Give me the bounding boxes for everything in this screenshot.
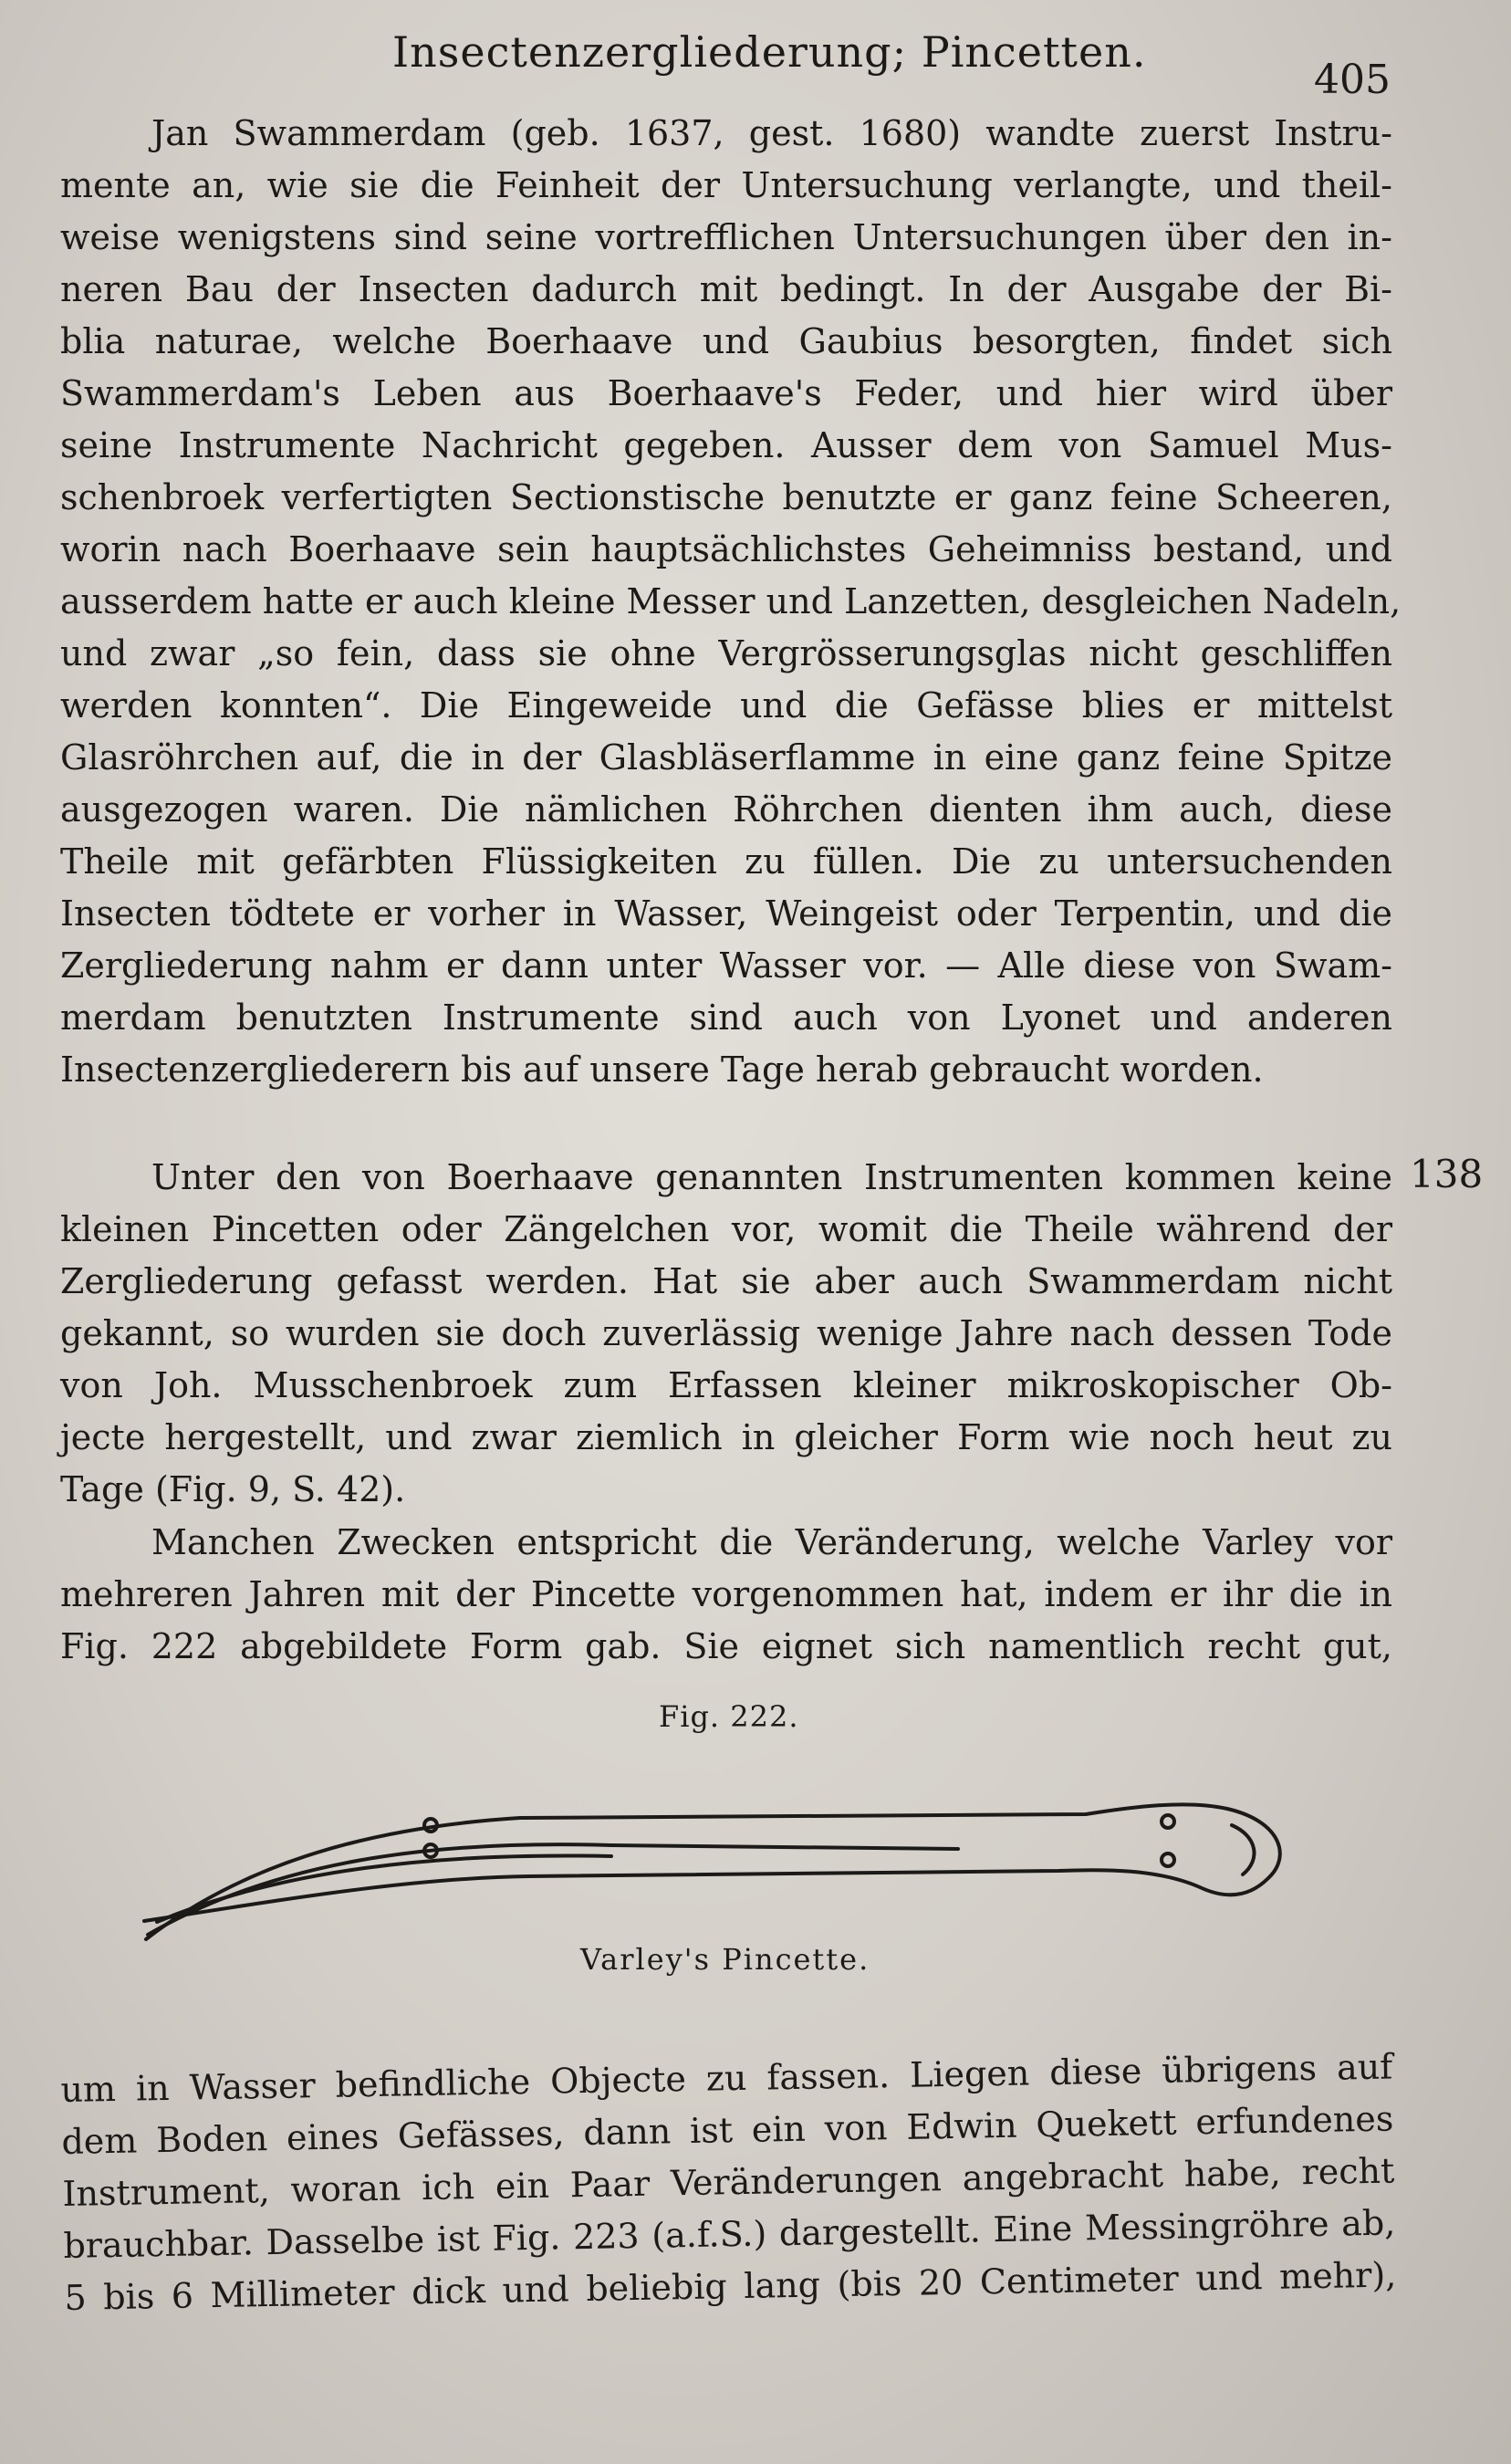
text-line: neren Bau der Insecten dadurch mit bedingt. In der Ausgabe der Bi-: [60, 269, 1392, 309]
text-line: dem Boden eines Gefässes, dann ist ein von Edwin Quekett erfundenes: [61, 2098, 1394, 2162]
text-line: Jan Swammerdam (geb. 1637, gest. 1680) wandte zuerst Instru-: [151, 113, 1392, 153]
paragraph-pincetten: [60, 1152, 1392, 1516]
text-line: Theile mit gefärbten Flüssigkeiten zu füllen. Die zu untersuchenden: [60, 841, 1392, 882]
text-line: Tage (Fig. 9, S. 42).: [60, 1469, 406, 1509]
text-line: brauchbar. Dasselbe ist Fig. 223 (a.f.S.) dargestellt. Eine Messingröhre ab,: [63, 2202, 1396, 2266]
paragraph-quekett: [60, 2041, 1397, 2324]
running-head: Insectenzergliederung; Pincetten.: [392, 27, 1147, 77]
text-line: weise wenigstens sind seine vortrefflichen Untersuchungen über den in-: [60, 217, 1392, 257]
text-line: ausserdem hatte er auch kleine Messer und Lanzetten, desgleichen Nadeln,: [60, 581, 1402, 621]
figure-label: Varley's Pincette.: [580, 1942, 870, 1977]
text-line: ausgezogen waren. Die nämlichen Röhrchen dienten ihm auch, diese: [60, 789, 1392, 830]
text-line: seine Instrumente Nachricht gegeben. Ausser dem von Samuel Mus-: [60, 425, 1392, 465]
text-line: jecte hergestellt, und zwar ziemlich in gleicher Form wie noch heut zu: [60, 1417, 1392, 1457]
text-line: 5 bis 6 Millimeter dick und beliebig lang (bis 20 Centimeter und mehr),: [64, 2254, 1397, 2318]
page-number: 405: [1314, 57, 1391, 103]
text-line: mente an, wie sie die Feinheit der Untersuchung verlangte, und theil-: [60, 165, 1392, 205]
text-line: Fig. 222 abgebildete Form gab. Sie eignet sich namentlich recht gut,: [60, 1626, 1392, 1666]
text-line: Insecten tödtete er vorher in Wasser, Weingeist oder Terpentin, und die: [60, 893, 1392, 934]
text-line: Insectenzergliederern bis auf unsere Tage herab gebraucht worden.: [60, 1049, 1264, 1090]
text-line: schenbroek verfertigten Sectionstische benutzte er ganz feine Scheeren,: [60, 477, 1392, 517]
pincette-illustration: [137, 1761, 1314, 1944]
text-line: von Joh. Musschenbroek zum Erfassen kleiner mikroskopischer Ob-: [60, 1365, 1392, 1405]
text-line: Glasröhrchen auf, die in der Glasbläserflamme in eine ganz feine Spitze: [60, 737, 1392, 778]
text-line: Manchen Zwecken entspricht die Veränderung, welche Varley vor: [151, 1522, 1392, 1562]
text-line: Instrument, woran ich ein Paar Veränderungen angebracht habe, recht: [62, 2150, 1395, 2214]
text-line: und zwar „so fein, dass sie ohne Vergrösserungsglas nicht geschliffen: [60, 633, 1392, 673]
text-line: gekannt, so wurden sie doch zuverlässig wenige Jahre nach dessen Tode: [60, 1313, 1392, 1353]
paragraph-swammerdam: [60, 108, 1402, 1096]
text-line: Zergliederung nahm er dann unter Wasser vor. — Alle diese von Swam-: [60, 945, 1392, 986]
text-line: worin nach Boerhaave sein hauptsächlichstes Geheimniss bestand, und: [60, 529, 1392, 569]
text-line: Unter den von Boerhaave genannten Instrumenten kommen keine: [151, 1157, 1392, 1197]
text-line: werden konnten“. Die Eingeweide und die Gefässe blies er mittelst: [60, 685, 1392, 726]
text-line: mehreren Jahren mit der Pincette vorgenommen hat, indem er ihr die in: [60, 1574, 1392, 1614]
text-line: merdam benutzten Instrumente sind auch von Lyonet und anderen: [60, 997, 1392, 1038]
text-line: um in Wasser befindliche Objecte zu fassen. Liegen diese übrigens auf: [60, 2046, 1393, 2110]
text-line: kleinen Pincetten oder Zängelchen vor, womit die Theile während der: [60, 1209, 1392, 1249]
text-line: Swammerdam's Leben aus Boerhaave's Feder, und hier wird über: [60, 373, 1392, 413]
text-line: Zergliederung gefasst werden. Hat sie aber auch Swammerdam nicht: [60, 1261, 1392, 1301]
margin-section-number: 138: [1410, 1152, 1484, 1196]
figure-caption: Fig. 222.: [659, 1699, 799, 1734]
paragraph-varley: [60, 1517, 1392, 1673]
text-line: blia naturae, welche Boerhaave und Gaubius besorgten, findet sich: [60, 321, 1392, 361]
